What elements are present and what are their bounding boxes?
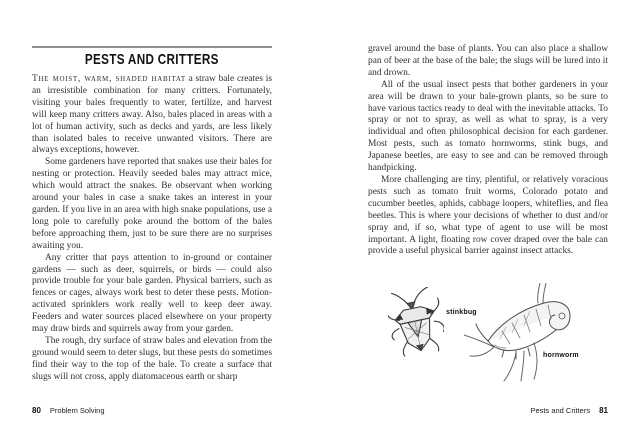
paragraph: gravel around the base of plants. You can also place a shallow pan of beer at the base of the bale; the slugs will be lured into it and drown. (368, 44, 608, 78)
paragraph (32, 74, 272, 157)
hornworm-drawing (464, 283, 586, 388)
stinkbug-drawing (388, 287, 444, 362)
paragraph: Any critter that pays attention to in-ground or container gardens — such as deer, squirrels, or birds — could also provide trouble for your bale garden. Physical barriers, such as fences or cages, always work best to deter these pests. Motion-activated sprinklers work really well to keep deer away. Feeders and water sources placed elsewhere on your property may draw birds and squirrels away from your garden. (32, 252, 272, 335)
paragraph-text: a straw bale creates is an irresistible combination for many critters. Fortunately, visiting your bales frequently to water, fertilize, and harvest will keep many critters away. Also, bales placed in areas with a lot of human activity, such as decks and yards, are less likely than isolated bales to receive unwanted visitors. There are always exceptions, however. (32, 74, 272, 156)
hornworm-label: hornworm (543, 352, 579, 359)
right-page-footer (530, 406, 608, 415)
left-page-footer (32, 406, 105, 415)
chapter-heading-text: PESTS AND CRITTERS (85, 51, 219, 68)
stinkbug-label: stinkbug (446, 309, 477, 316)
chapter-heading (32, 51, 272, 69)
left-footer-section: Problem Solving (49, 406, 105, 415)
paragraph: The rough, dry surface of straw bales and elevation from the ground would seem to deter slugs, but these pests do sometimes find their way to the top of the bale. To create a surface that slugs will not cross, apply diatomaceous earth or sharp (32, 335, 272, 382)
section-divider-rule (32, 46, 272, 48)
lead-small-caps: The moist, warm, shaded habitat (32, 74, 186, 84)
hornworm-icon (464, 283, 586, 383)
left-page-number: 80 (32, 406, 41, 415)
left-page-body (32, 74, 272, 384)
stinkbug-icon (388, 287, 444, 357)
paragraph: All of the usual insect pests that bother gardeners in your area will be drawn to your bale-grown plants, so be sure to have various tactics ready to deal with the inevitable attacks. To spray or not to spray, as well as what to spray, is a very individual and often philosophical decision for each gardener. Most pests, such as tomato hornworms, stink bugs, and Japanese beetles, are easy to see and can be removed through handpicking. (368, 79, 608, 174)
right-page-body (368, 44, 608, 258)
right-footer-section: Pests and Critters (530, 406, 591, 415)
paragraph: Some gardeners have reported that snakes use their bales for nesting or protection. Heavily seeded bales may attract mice, which would attract the snakes. Be observant when working around your bales in case a snake takes an interest in your garden. If you live in an area with high snake populations, use a long pole to carefully poke around the bottom of the bales before approaching them, just to be sure there are no surprises awaiting you. (32, 157, 272, 251)
paragraph: More challenging are tiny, plentiful, or relatively voracious pests such as tomato fruit worms, Colorado potato and cucumber beetles, aphids, cabbage loopers, whiteflies, and flea beetles. This is where your decisions of whether to dust and/or spray and, if so, what type of agent to use will be most important. A light, floating row cover draped over the bale can provide a useful physical barrier against insect attacks. (368, 174, 608, 257)
right-page-number: 81 (599, 406, 608, 415)
